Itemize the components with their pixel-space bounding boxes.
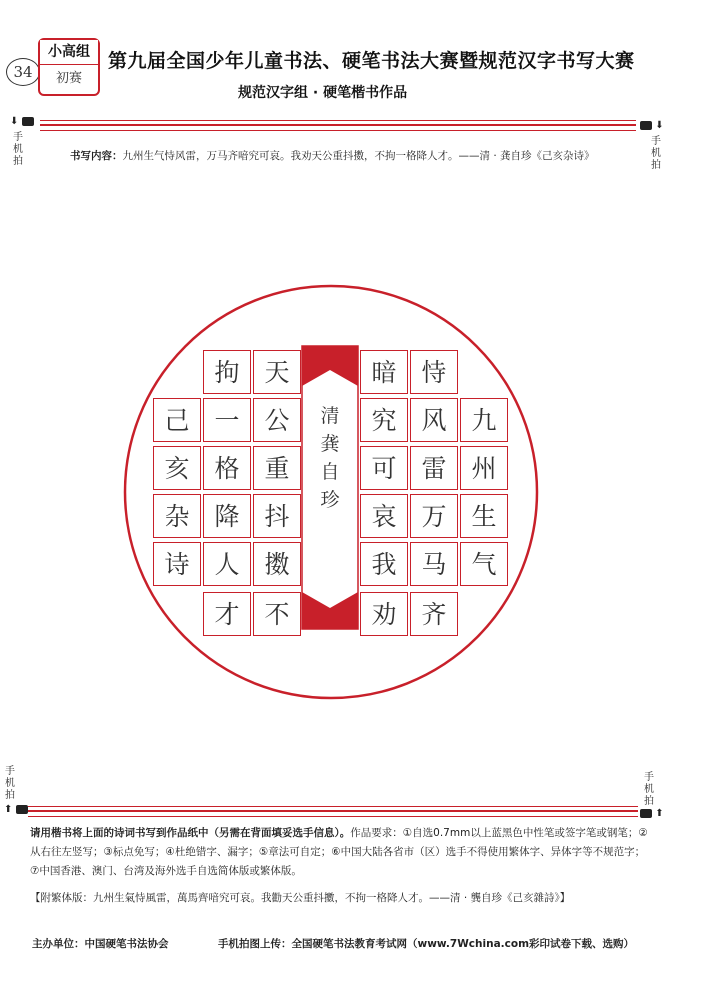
- grid-cell: 一: [203, 398, 251, 442]
- grid-cell: 九: [460, 398, 508, 442]
- top-left-photo-label: 手机拍: [13, 132, 23, 167]
- grid-cell: 雷: [410, 446, 458, 490]
- badge-group-label: 小高组: [40, 40, 98, 65]
- grid-cell: 公: [253, 398, 301, 442]
- bottom-left-photo-mark: [4, 804, 28, 815]
- arrow-down-icon: ⬇: [10, 116, 19, 127]
- instructions-main: 请用楷书将上面的诗词书写到作品纸中（另需在背面填妥选手信息）。: [30, 827, 351, 839]
- top-right-photo-label: 手机拍: [651, 136, 661, 171]
- grid-cell: 暗: [360, 350, 408, 394]
- bottom-right-photo-mark: [640, 808, 664, 819]
- instructions: [30, 824, 650, 881]
- signature-char: 清: [320, 405, 340, 427]
- grid-cell: 究: [360, 398, 408, 442]
- grid-cell: 诗: [153, 542, 201, 586]
- footer-upload-info: 手机拍图上传：全国硬笔书法教育考试网（www.7Wchina.com彩印试卷下载、选购）: [218, 938, 635, 950]
- camera-icon: [640, 809, 652, 818]
- grid-cell: 天: [253, 350, 301, 394]
- grid-cell: 万: [410, 494, 458, 538]
- grid-cell: 擞: [253, 542, 301, 586]
- grid-cell: 杂: [153, 494, 201, 538]
- grid-cell: 亥: [153, 446, 201, 490]
- bottom-left-photo-label: 手机拍: [5, 766, 15, 801]
- grid-cell: 哀: [360, 494, 408, 538]
- arrow-up-icon: ⬆: [655, 808, 664, 819]
- grid-cell: 生: [460, 494, 508, 538]
- writing-content-text: 九州生气恃风雷，万马齐喑究可哀。我劝天公重抖擞，不拘一格降人才。——清 · 龚自珍《己亥杂诗》: [122, 150, 595, 162]
- writing-content-label: 书写内容：: [70, 150, 123, 162]
- bottom-divider-thick: [28, 810, 638, 812]
- signature-char: 珍: [320, 489, 340, 511]
- traditional-version: 【附繁体版：九州生氣恃風雷，萬馬齊喑究可哀。我勸天公重抖擻，不拘一格降人才。——清 · 龔自珍《己亥雜詩》】: [30, 892, 571, 904]
- grid-cell: 拘: [203, 350, 251, 394]
- grid-cell: 抖: [253, 494, 301, 538]
- signature-char: 龚: [320, 433, 340, 455]
- camera-icon: [16, 805, 28, 814]
- instructions-requirements: 作品要求：①自选0.7mm以上蓝黑色中性笔或签字笔或钢笔；②从右往左竖写；③标点免写；④杜绝错字、漏字；⑤章法可自定；⑥中国大陆各省市（区）选手不得使用繁体字、异体字等不规范字；⑦中国香港、澳门、台湾及海外选手自选简体版或繁体版。: [30, 827, 648, 877]
- grid-cell: 才: [203, 592, 251, 636]
- arrow-down-icon: ⬇: [655, 120, 664, 131]
- page-subtitle: 规范汉字组 · 硬笔楷书作品: [238, 85, 408, 101]
- grid-cell: 不: [253, 592, 301, 636]
- bottom-divider-thin: [28, 806, 638, 807]
- badge-round-label: 初赛: [55, 71, 82, 86]
- entry-number: 34: [6, 58, 40, 86]
- page-title: 第九届全国少年儿童书法、硬笔书法大赛暨规范汉字书写大赛: [108, 50, 635, 72]
- grid-cell: 风: [410, 398, 458, 442]
- grid-cell: 州: [460, 446, 508, 490]
- grid-cell: 人: [203, 542, 251, 586]
- grid-cell: 我: [360, 542, 408, 586]
- grid-cell: 格: [203, 446, 251, 490]
- grid-cell: 己: [153, 398, 201, 442]
- grid-cell: 劝: [360, 592, 408, 636]
- grid-cell: 恃: [410, 350, 458, 394]
- grid-cell: 气: [460, 542, 508, 586]
- bottom-divider-thin-2: [28, 816, 638, 817]
- footer-organizer: 主办单位：中国硬笔书法协会: [32, 938, 169, 950]
- grid-cell: 重: [253, 446, 301, 490]
- bottom-right-photo-label: 手机拍: [644, 772, 654, 807]
- grid-cell: 降: [203, 494, 251, 538]
- grid-cell: 马: [410, 542, 458, 586]
- arrow-up-icon: ⬆: [4, 804, 13, 815]
- signature-char: 自: [320, 461, 340, 483]
- grid-cell: 可: [360, 446, 408, 490]
- grid-cell: 齐: [410, 592, 458, 636]
